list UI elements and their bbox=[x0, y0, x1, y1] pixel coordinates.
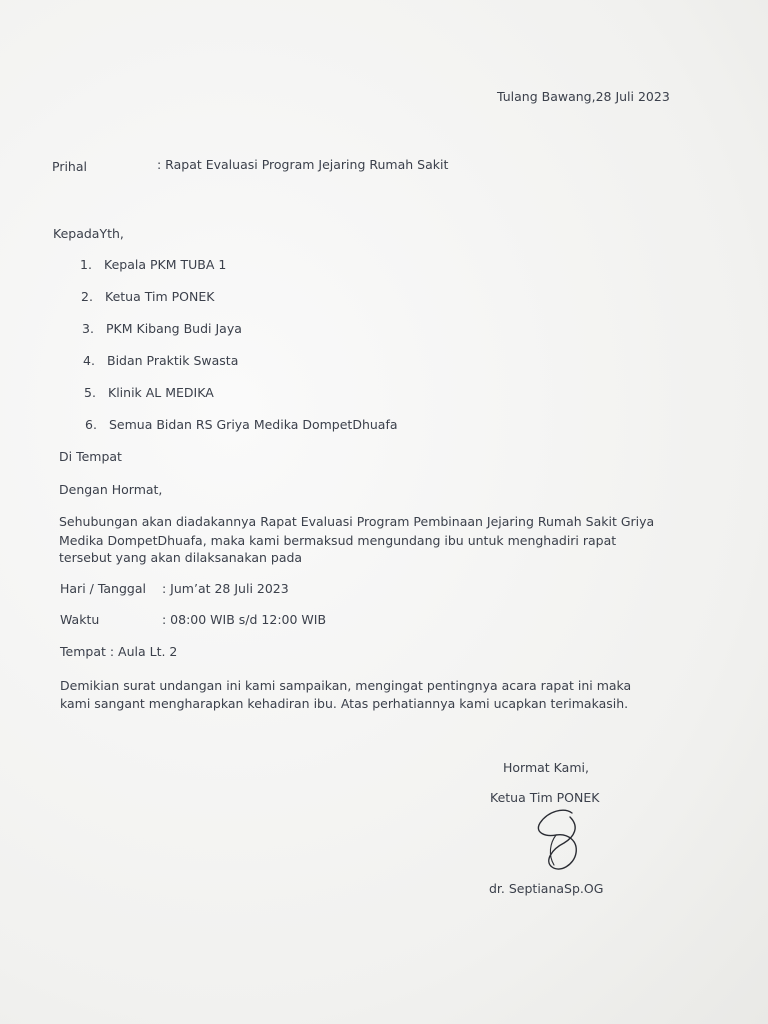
paragraph-line: Sehubungan akan diadakannya Rapat Evaluasi Program Pembinaan Jejaring Rumah Sakit Griya bbox=[59, 514, 655, 529]
place-date: Tulang Bawang,28 Juli 2023 bbox=[497, 89, 670, 104]
list-item: 6. Semua Bidan RS Griya Medika DompetDhuafa bbox=[85, 417, 398, 432]
greeting: Dengan Hormat, bbox=[59, 482, 163, 497]
recipient-name: Kepala PKM TUBA 1 bbox=[104, 257, 227, 272]
recipient-heading: KepadaYth, bbox=[53, 226, 124, 241]
time-label: Waktu bbox=[60, 612, 100, 627]
list-item: 3. PKM Kibang Budi Jaya bbox=[82, 321, 242, 336]
time-value: : 08:00 WIB s/d 12:00 WIB bbox=[162, 612, 327, 627]
signoff-position: Ketua Tim PONEK bbox=[490, 790, 600, 805]
date-value: : Jum’at 28 Juli 2023 bbox=[162, 581, 289, 596]
recipient-name: Semua Bidan RS Griya Medika DompetDhuafa bbox=[109, 417, 398, 432]
paragraph-line: Demikian surat undangan ini kami sampaikan, mengingat pentingnya acara rapat ini maka bbox=[60, 678, 632, 693]
list-item: 2. Ketua Tim PONEK bbox=[81, 289, 215, 304]
recipient-name: PKM Kibang Budi Jaya bbox=[106, 321, 242, 336]
date-label: Hari / Tanggal bbox=[60, 581, 146, 596]
subject-label: Prihal bbox=[52, 159, 87, 174]
paragraph-line: Medika DompetDhuafa, maka kami bermaksud mengundang ibu untuk menghadiri rapat bbox=[59, 533, 617, 548]
subject-value: : Rapat Evaluasi Program Jejaring Rumah Sakit bbox=[157, 157, 449, 172]
signature-mark bbox=[520, 805, 600, 877]
list-item: 1. Kepala PKM TUBA 1 bbox=[80, 257, 227, 272]
recipient-name: Bidan Praktik Swasta bbox=[107, 353, 239, 368]
location-line: Di Tempat bbox=[59, 449, 122, 464]
list-item: 4. Bidan Praktik Swasta bbox=[83, 353, 239, 368]
paragraph-line: tersebut yang akan dilaksanakan pada bbox=[59, 550, 303, 565]
paragraph-line: kami sangant mengharapkan kehadiran ibu. Atas perhatiannya kami ucapkan terimakasih. bbox=[60, 696, 629, 711]
signoff-regards: Hormat Kami, bbox=[503, 760, 589, 775]
signoff-name: dr. SeptianaSp.OG bbox=[489, 881, 604, 896]
list-item: 5. Klinik AL MEDIKA bbox=[84, 385, 214, 400]
recipient-name: Klinik AL MEDIKA bbox=[108, 385, 214, 400]
recipient-name: Ketua Tim PONEK bbox=[105, 289, 215, 304]
meeting-place: Tempat : Aula Lt. 2 bbox=[60, 644, 178, 659]
